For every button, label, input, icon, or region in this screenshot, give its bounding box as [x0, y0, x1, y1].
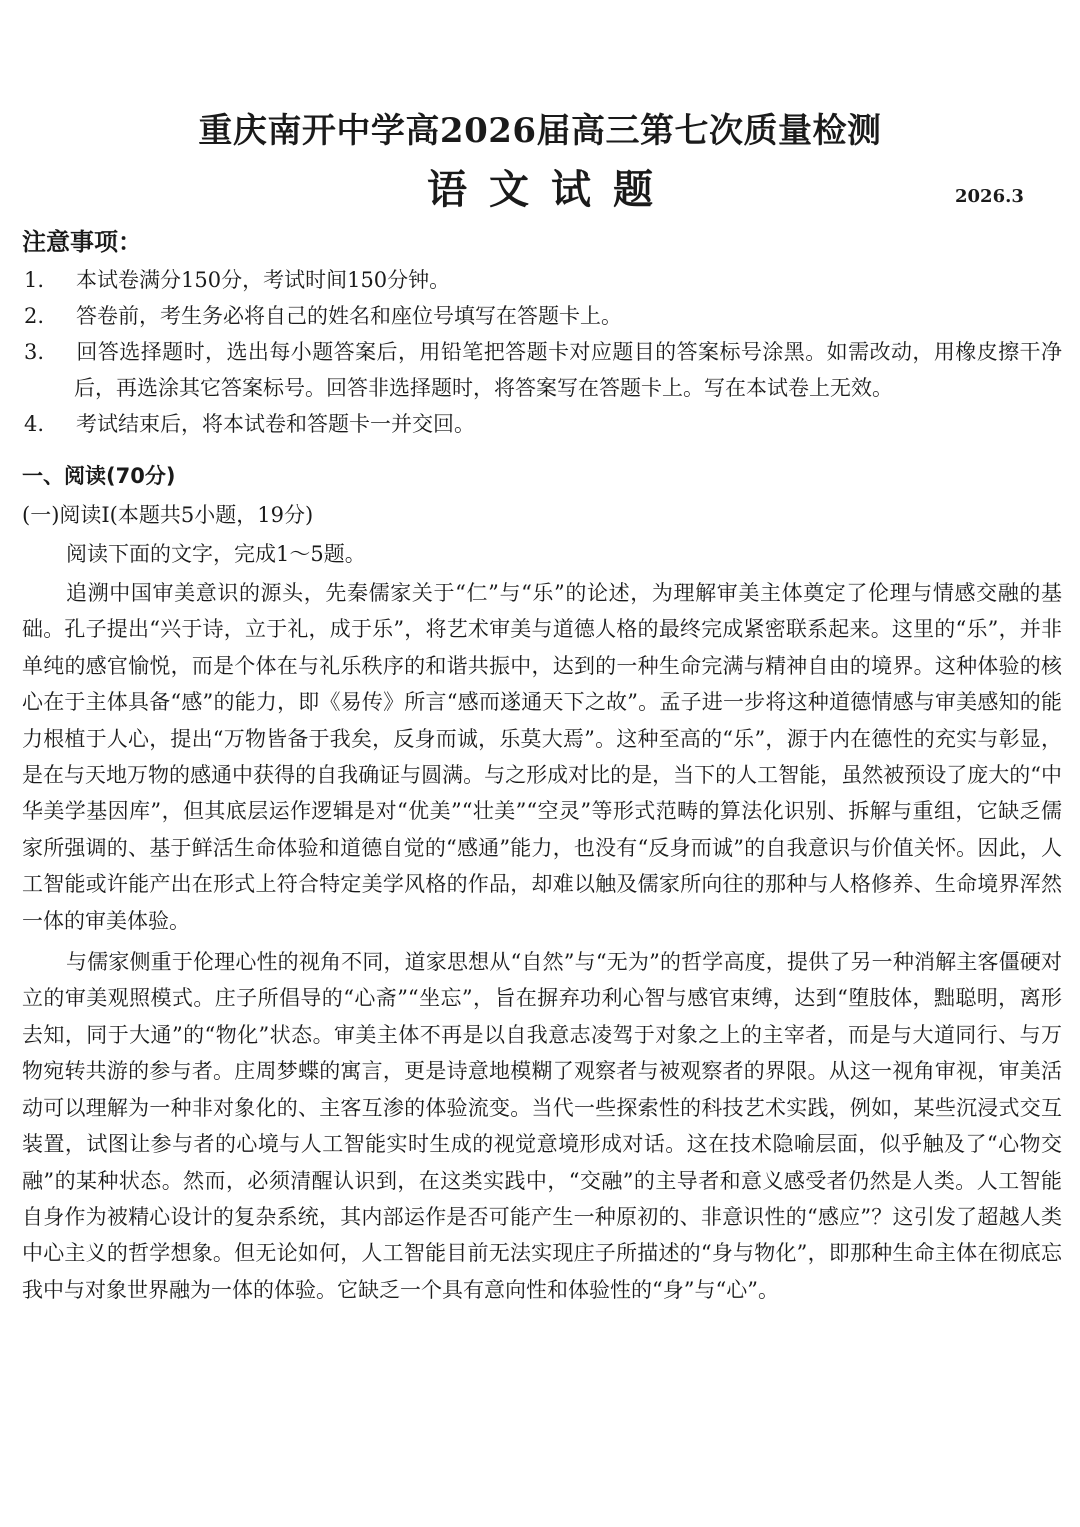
exam-title: 重庆南开中学高2026届高三第七次质量检测: [198, 111, 882, 151]
notes-list: [22, 262, 1062, 442]
note-number: 1.: [24, 268, 45, 292]
note-number: 4.: [24, 412, 45, 436]
note-item: [22, 406, 1062, 442]
reading-subheading: (一)阅读Ⅰ(本题共5小题，19分): [22, 503, 314, 527]
note-text: 回答选择题时，选出每小题答案后，用铅笔把答题卡对应题目的答案标号涂黑。如需改动，用橡皮擦干净后，再选涂其它答案标号。回答非选择题时，将答案写在答题卡上。写在本试卷上无效。: [74, 340, 1062, 400]
note-item: [22, 298, 1062, 334]
exam-date: 2026.3: [955, 186, 1024, 207]
note-item: [22, 262, 1062, 298]
reading-passage: [22, 575, 1062, 1308]
reading-instruction: 阅读下面的文字，完成1～5题。: [66, 542, 366, 566]
note-number: 2.: [24, 304, 45, 328]
note-text: 答卷前，考生务必将自己的姓名和座位号填写在答题卡上。: [76, 304, 622, 328]
notes-heading: 注意事项：: [22, 228, 142, 256]
section-heading: 一、阅读(70分): [22, 464, 176, 488]
note-text: 考试结束后，将本试卷和答题卡一并交回。: [76, 412, 475, 436]
note-item: [22, 334, 1062, 406]
exam-subject-title: 语文试题: [427, 166, 675, 213]
note-number: 3.: [24, 340, 45, 364]
passage-paragraph: 追溯中国审美意识的源头，先秦儒家关于“仁”与“乐”的论述，为理解审美主体奠定了伦理与情感交融的基础。孔子提出“兴于诗，立于礼，成于乐”，将艺术审美与道德人格的最终完成紧密联系起来。这里的“乐”，并非单纯的感官愉悦，而是个体在与礼乐秩序的和谐共振中，达到的一种生命完满与精神自由的境界。这种体验的核心在于主体具备“感”的能力，即《易传》所言“感而遂通天下之故”。孟子进一步将这种道德情感与审美感知的能力根植于人心，提出“万物皆备于我矣，反身而诚，乐莫大焉”。这种至高的“乐”，源于内在德性的充实与彰显，是在与天地万物的感通中获得的自我确证与圆满。与之形成对比的是，当下的人工智能，虽然被预设了庞大的“中华美学基因库”，但其底层运作逻辑是对“优美”“壮美”“空灵”等形式范畴的算法化识别、拆解与重组，它缺乏儒家所强调的、基于鲜活生命体验和道德自觉的“感通”能力，也没有“反身而诚”的自我意识与价值关怀。因此，人工智能或许能产出在形式上符合特定美学风格的作品，却难以触及儒家所向往的那种与人格修养、生命境界浑然一体的审美体验。: [22, 581, 1062, 933]
note-text: 本试卷满分150分，考试时间150分钟。: [76, 268, 451, 292]
passage-paragraph: 与儒家侧重于伦理心性的视角不同，道家思想从“自然”与“无为”的哲学高度，提供了另一种消解主客僵硬对立的审美观照模式。庄子所倡导的“心斋”“坐忘”，旨在摒弃功利心智与感官束缚，达到“堕肢体，黜聪明，离形去知，同于大通”的“物化”状态。审美主体不再是以自我意志凌驾于对象之上的主宰者，而是与大道同行、与万物宛转共游的参与者。庄周梦蝶的寓言，更是诗意地模糊了观察者与被观察者的界限。从这一视角审视，审美活动可以理解为一种非对象化的、主客互渗的体验流变。当代一些探索性的科技艺术实践，例如，某些沉浸式交互装置，试图让参与者的心境与人工智能实时生成的视觉意境形成对话。这在技术隐喻层面，似乎触及了“心物交融”的某种状态。然而，必须清醒认识到，在这类实践中，“交融”的主导者和意义感受者仍然是人类。人工智能自身作为被精心设计的复杂系统，其内部运作是否可能产生一种原初的、非意识性的“感应”？这引发了超越人类中心主义的哲学想象。但无论如何，人工智能目前无法实现庄子所描述的“身与物化”，即那种生命主体在彻底忘我中与对象世界融为一体的体验。它缺乏一个具有意向性和体验性的“身”与“心”。: [22, 950, 1062, 1302]
